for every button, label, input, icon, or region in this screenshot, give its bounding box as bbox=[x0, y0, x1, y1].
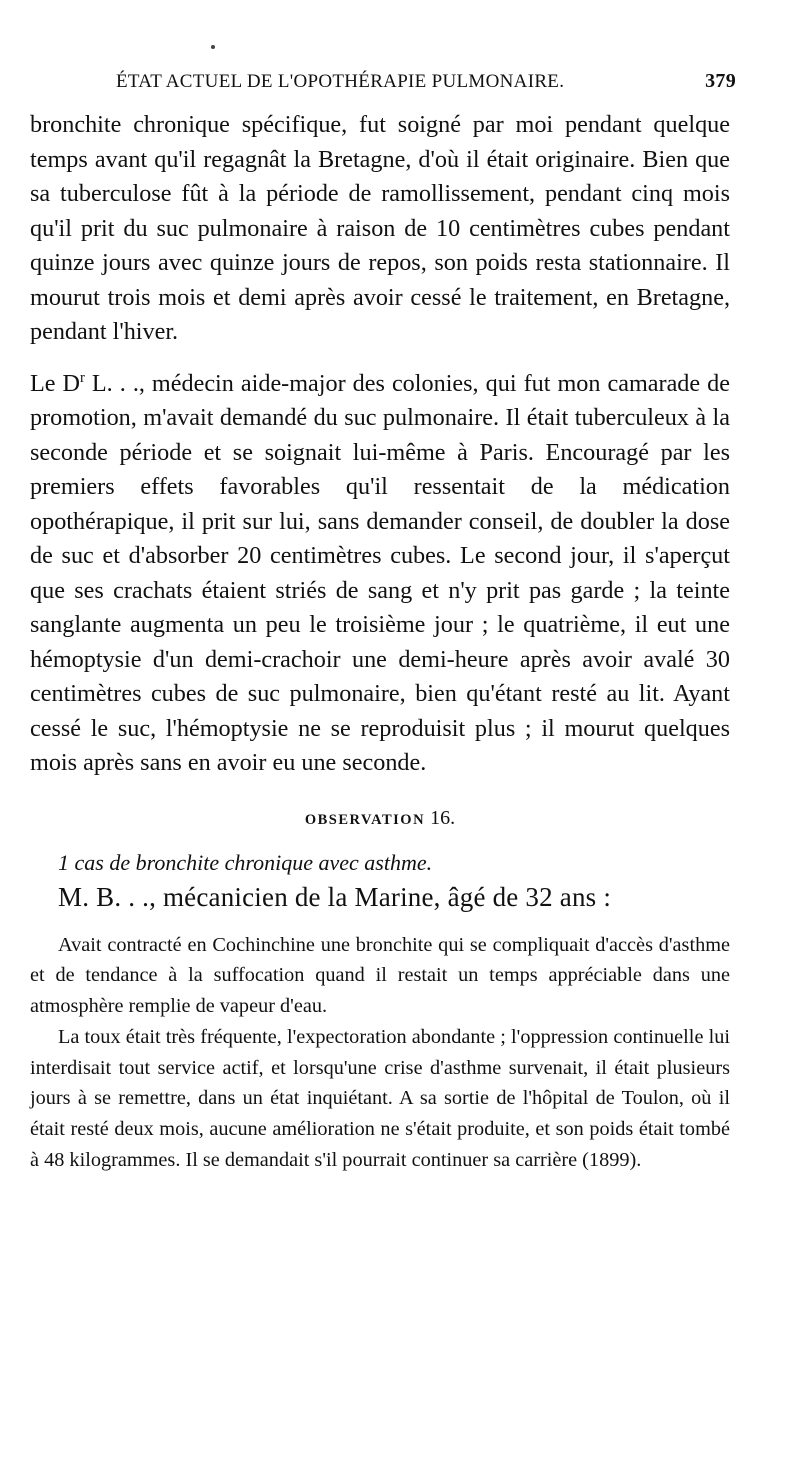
paragraph-lead: Le D bbox=[30, 369, 81, 397]
page-body bbox=[30, 108, 730, 1176]
paragraph-text: L. . ., médecin aide-major des colonies, qui fut mon camarade de promotion, m'avait demandé du suc pulmonaire. Il était tuberculeux à la seconde période et se soignait lui-même à Paris. Encouragé par les premiers effets favorables qu'il ressentait de la médication opothérapique, il prit sur lui, sans demander conseil, de doubler la dose de suc et d'absorber 20 centimètres cubes. Le second jour, il s'aperçut que ses crachats étaient striés de sang et n'y prit pas garde ; la teinte sanglante augmenta un peu le troisième jour ; le quatrième, il eut une hémoptysie d'un demi-crachoir une demi-heure après avoir avalé 30 centimètres cubes de suc pulmonaire, bien qu'étant resté au lit. Ayant cessé le suc, l'hémoptysie ne se reproduisit plus ; il mourut quelques mois après sans en avoir eu une seconde. bbox=[30, 369, 730, 776]
doctor-superscript: r bbox=[80, 369, 85, 386]
observation-heading bbox=[30, 807, 730, 830]
paragraph-dr-l bbox=[30, 367, 730, 781]
page-number: 379 bbox=[705, 70, 736, 92]
observation-label: OBSERVATION bbox=[304, 811, 426, 828]
paragraph-continuation: bronchite chronique spécifique, fut soigné par moi pendant quelque temps avant qu'il regagnât la Bretagne, d'où il était originaire. Bien que sa tuberculose fût à la période de ramollissement, pendant cinq mois qu'il prit du suc pulmonaire à raison de 10 centimètres cubes pendant quinze jours avec quinze jours de repos, son poids resta stationnaire. Il mourut trois mois et demi après avoir cessé le traitement, en Bretagne, pendant l'hiver. bbox=[30, 111, 730, 345]
page-speck bbox=[211, 45, 215, 49]
case-paragraph-1: Avait contracté en Cochinchine une bronchite qui se compliquait d'accès d'asthme et de tendance à la suffocation quand il restait un temps appréciable dans une atmosphère remplie de vapeur d'eau. bbox=[30, 933, 730, 1018]
patient-line: M. B. . ., mécanicien de la Marine, âgé de 32 ans : bbox=[58, 881, 612, 912]
observation-number: 16. bbox=[430, 806, 456, 829]
case-paragraph-2: La toux était très fréquente, l'expectoration abondante ; l'oppression continuelle lui interdisait tout service actif, et lorsqu'une crise d'asthme survenait, il était plusieurs jours à se remettre, dans un état inquiétant. A sa sortie de l'hôpital de Toulon, où il était resté deux mois, aucune amélioration ne s'était produite, et son poids était tombé à 48 kilogrammes. Il se demandait s'il pourrait continuer sa carrière (1899). bbox=[30, 1025, 730, 1172]
running-title: ÉTAT ACTUEL DE L'OPOTHÉRAPIE PULMONAIRE. bbox=[116, 71, 565, 92]
case-title: 1 cas de bronchite chronique avec asthme. bbox=[58, 849, 433, 875]
running-header bbox=[116, 70, 736, 93]
